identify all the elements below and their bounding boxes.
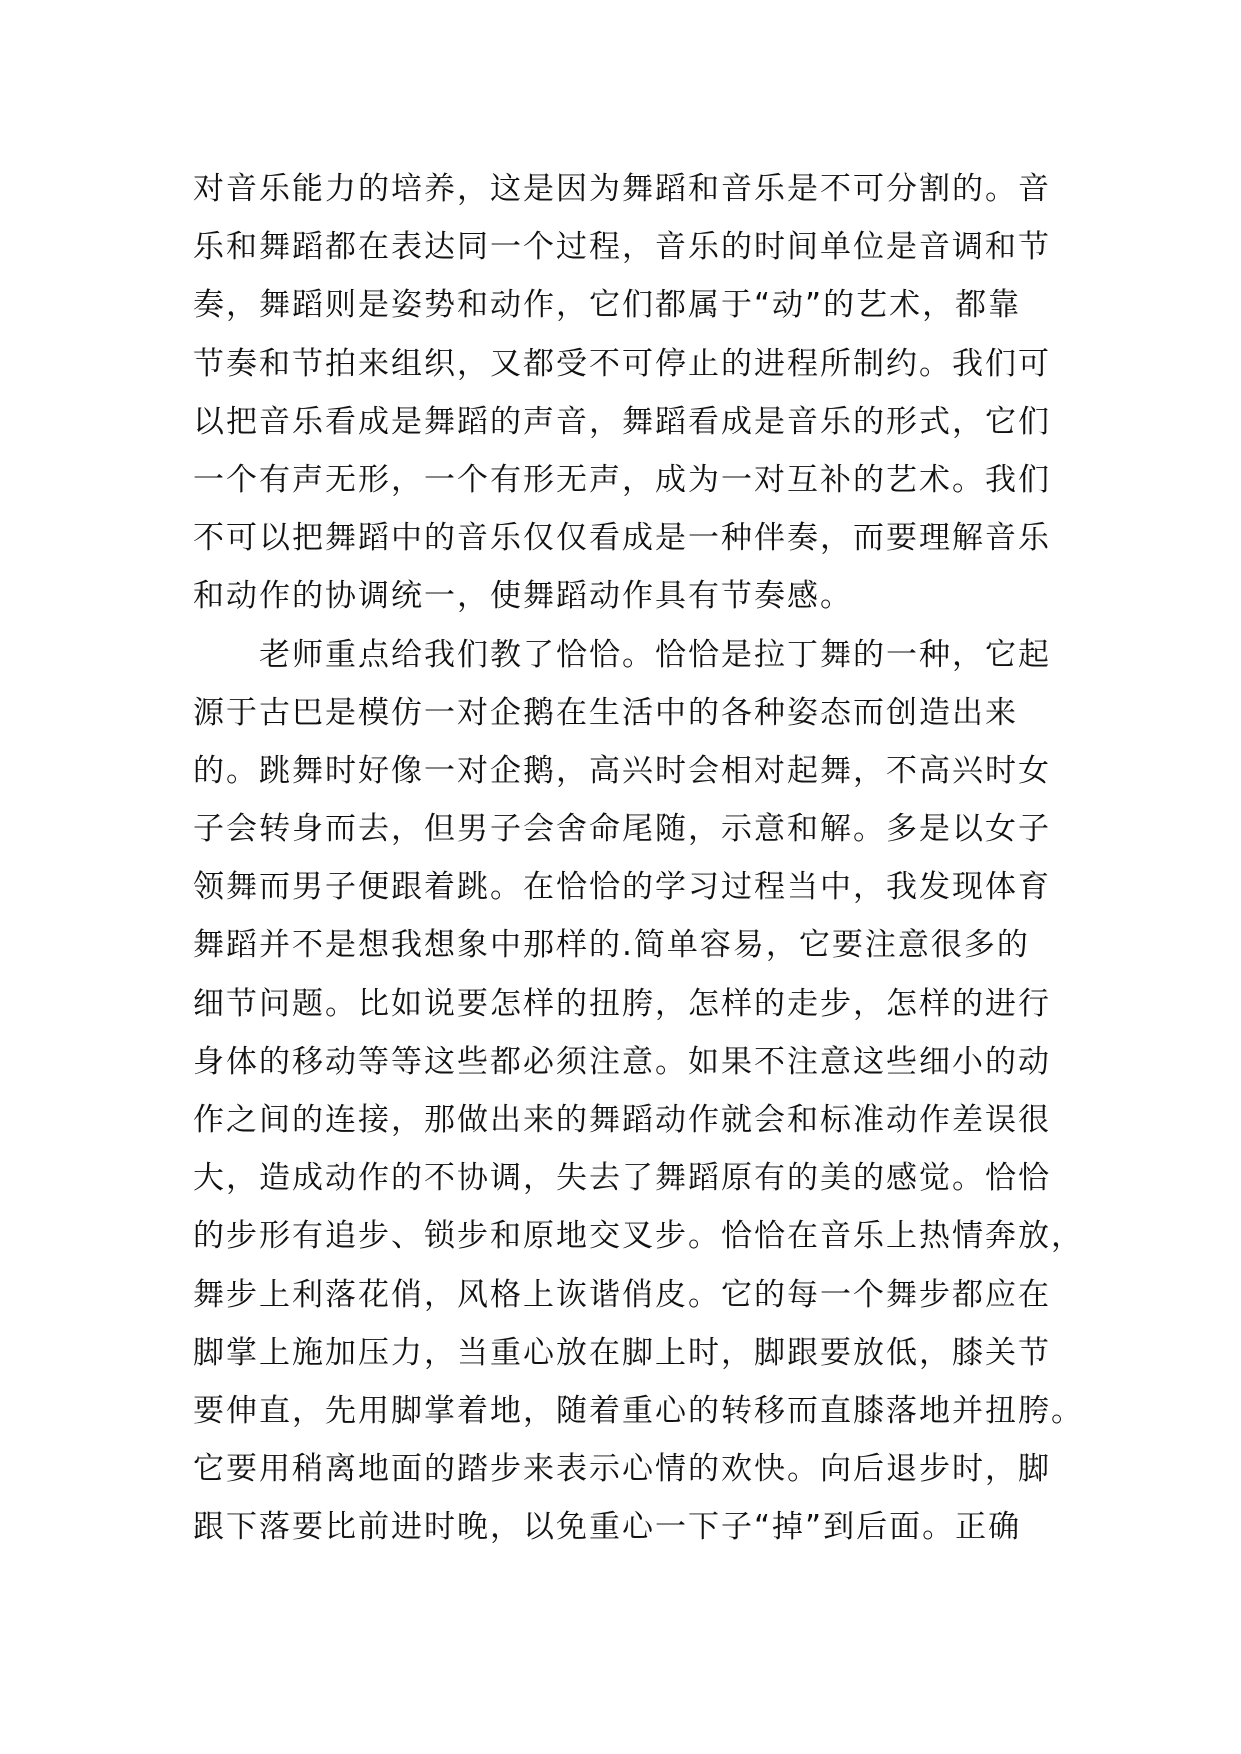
text-line: 子会转身而去，但男子会舍命尾随，示意和解。多是以女子 [193,811,1051,848]
text-line: 细节问题。比如说要怎样的扭胯，怎样的走步，怎样的进行 [193,985,1051,1022]
body-text [193,160,1084,1557]
text-line: 跟下落要比前进时晚，以免重心一下子“掉”到后面。正确 [193,1509,1022,1546]
text-line: 节奏和节拍来组织，又都受不可停止的进程所制约。我们可 [193,345,1051,382]
text-line: 不可以把舞蹈中的音乐仅仅看成是一种伴奏，而要理解音乐 [193,520,1051,557]
text-line: 的。跳舞时好像一对企鹅，高兴时会相对起舞，不高兴时女 [193,752,1051,789]
text-line: 舞蹈并不是想我想象中那样的.简单容易，它要注意很多的 [193,927,1030,964]
text-line: 舞步上利落花俏，风格上诙谐俏皮。它的每一个舞步都应在 [193,1276,1051,1313]
paragraph-first-line: 老师重点给我们教了恰恰。恰恰是拉丁舞的一种，它起 [259,636,1051,673]
text-line: 以把音乐看成是舞蹈的声音，舞蹈看成是音乐的形式，它们 [193,403,1051,440]
text-line: 大，造成动作的不协调，失去了舞蹈原有的美的感觉。恰恰 [193,1160,1051,1197]
text-line: 和动作的协调统一，使舞蹈动作具有节奏感。 [193,578,853,615]
text-line: 领舞而男子便跟着跳。在恰恰的学习过程当中，我发现体育 [193,869,1051,906]
text-line: 脚掌上施加压力，当重心放在脚上时，脚跟要放低，膝关节 [193,1334,1051,1371]
text-line: 要伸直，先用脚掌着地，随着重心的转移而直膝落地并扭胯。 [193,1392,1084,1429]
text-line: 身体的移动等等这些都必须注意。如果不注意这些细小的动 [193,1043,1051,1080]
text-line: 一个有声无形，一个有形无声，成为一对互补的艺术。我们 [193,461,1051,498]
text-line: 乐和舞蹈都在表达同一个过程，音乐的时间单位是音调和节 [193,229,1051,266]
text-line: 对音乐能力的培养，这是因为舞蹈和音乐是不可分割的。音 [193,171,1051,207]
text-line: 源于古巴是模仿一对企鹅在生活中的各种姿态而创造出来 [193,694,1018,731]
text-line: 奏，舞蹈则是姿势和动作，它们都属于“动”的艺术，都靠 [193,287,1022,324]
text-line: 作之间的连接，那做出来的舞蹈动作就会和标准动作差误很 [193,1102,1051,1138]
text-line: 它要用稍离地面的踏步来表示心情的欢快。向后退步时，脚 [193,1451,1051,1488]
text-line: 的步形有追步、锁步和原地交叉步。恰恰在音乐上热情奔放， [193,1218,1084,1255]
